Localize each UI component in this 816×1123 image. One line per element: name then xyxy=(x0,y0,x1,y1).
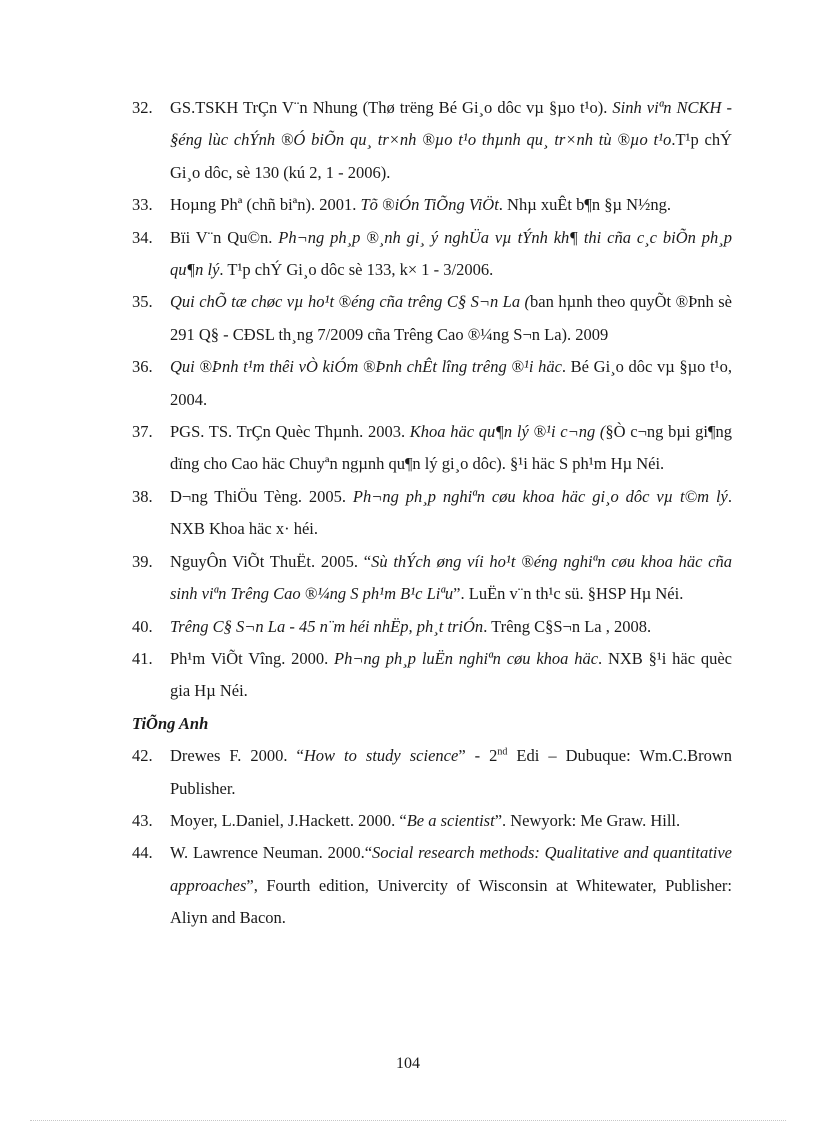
reference-title: Qui ®Þnh t¹m thêi vÒ kiÓm ®Þnh chÊt lîng trêng ®¹i häc xyxy=(170,357,562,377)
reference-number: 37. xyxy=(132,422,153,442)
reference-number: 39. xyxy=(132,551,153,571)
reference-item xyxy=(132,546,732,611)
reference-text xyxy=(170,222,732,287)
reference-item xyxy=(132,611,732,643)
vietnamese-references xyxy=(132,92,732,708)
reference-segment: ban hµnh theo quyÕt ®Þnh sè 291 Q§ - CĐSL th¸ng 7/2009 cña Trêng Cao ®¼ng S¬n La). 2009 xyxy=(170,292,732,344)
reference-text xyxy=(170,611,732,643)
reference-segment: Ph¹m ViÕt Vîng. 2000. xyxy=(170,648,335,668)
reference-text xyxy=(170,546,732,611)
reference-segment: .T¹p chÝ Gi¸o dôc, sè 130 (kú 2, 1 - 2006). xyxy=(170,130,733,182)
reference-segment: . Nhµ xuÊt b¶n §µ N½ng. xyxy=(498,195,672,215)
reference-segment: . Bé Gi¸o dôc vµ §µo t¹o, 2004. xyxy=(170,357,732,409)
reference-number: 38. xyxy=(132,486,153,506)
reference-item xyxy=(132,837,732,934)
reference-item xyxy=(132,481,732,546)
reference-item xyxy=(132,222,732,287)
reference-segment: Bïi V¨n Qu©n. xyxy=(170,227,279,247)
reference-title: Sinh viªn NCKH - §éng lùc chÝnh ®Ó biÕn qu¸ tr×nh ®µo t¹o thµnh qu¸ tr×nh tù ®µo t¹o xyxy=(170,98,732,150)
reference-number: 36. xyxy=(132,357,153,377)
reference-segment: . Trêng C§S¬n La , 2008. xyxy=(483,616,652,636)
reference-title: Tõ ®iÓn TiÕng ViÖt xyxy=(360,195,499,215)
reference-text xyxy=(170,805,732,837)
reference-segment: §Ò c¬ng bµi gi¶ng dïng cho Cao häc Chuyªn ngµnh qu¶n lý gi¸o dôc). §¹i häc S ph¹m Hµ Néi. xyxy=(170,422,732,474)
reference-number: 41. xyxy=(132,648,153,668)
reference-text xyxy=(170,740,732,805)
reference-segment: ”. LuËn v¨n th¹c sü. §HSP Hµ Néi. xyxy=(453,584,684,604)
reference-title: Trêng C§ S¬n La - 45 n¨m héi nhËp, ph¸t triÓn xyxy=(170,616,484,636)
reference-segment: . NXB §¹i häc quèc gia Hµ Néi. xyxy=(170,648,732,701)
reference-text xyxy=(170,643,732,708)
reference-title: Be a scientist xyxy=(406,810,495,830)
reference-item xyxy=(132,416,732,481)
reference-number: 35. xyxy=(132,292,153,312)
reference-title: Qui chÕ tæ chøc vµ ho¹t ®éng cña trêng C§ S¬n La ( xyxy=(170,292,531,312)
reference-title: Ph¬ng ph¸p luËn nghiªn cøu khoa häc xyxy=(334,648,599,668)
reference-text xyxy=(170,286,732,351)
reference-segment: NguyÔn ViÕt ThuËt. 2005. “ xyxy=(170,551,372,571)
reference-item xyxy=(132,805,732,837)
reference-segment: Moyer, L.Daniel, J.Hackett. 2000. “ xyxy=(170,810,407,830)
reference-text xyxy=(170,189,732,221)
reference-title: Social research methods: Qualitative and quantitative approaches xyxy=(170,843,733,895)
reference-title: Ph¬ng ph¸p ®¸nh gi¸ ý nghÜa vµ tÝnh kh¶ thi cña c¸c biÕn ph¸p qu¶n lý xyxy=(170,227,732,280)
reference-item xyxy=(132,189,732,221)
reference-segment: . T¹p chÝ Gi¸o dôc sè 133, k× 1 - 3/2006. xyxy=(219,260,494,280)
reference-text xyxy=(170,837,732,934)
reference-text xyxy=(170,416,732,481)
reference-segment: Edi – Dubuque: Wm.C.Brown Publisher. xyxy=(170,746,732,798)
reference-segment: PGS. TS. TrÇn Quèc Thµnh. 2003. xyxy=(170,422,410,442)
reference-number: 40. xyxy=(132,616,153,636)
reference-number: 43. xyxy=(132,810,153,830)
reference-item xyxy=(132,286,732,351)
reference-segment: ”, Fourth edition, Univercity of Wisconsin at Whitewater, Publisher: Aliyn and Bacon. xyxy=(170,875,732,928)
reference-title: Ph¬ng ph¸p nghiªn cøu khoa häc gi¸o dôc vµ t©m lý xyxy=(352,486,728,506)
reference-title: Sù thÝch øng víi ho¹t ®éng nghiªn cøu khoa häc cña sinh viªn Trêng Cao ®¼ng S ph¹m B¹c Liªu xyxy=(170,551,732,604)
reference-item xyxy=(132,740,732,805)
reference-segment: . NXB Khoa häc x· héi. xyxy=(170,486,733,539)
reference-text xyxy=(170,481,732,546)
reference-segment: Hoµng Phª (chñ biªn). 2001. xyxy=(170,195,361,215)
section-heading-english: TiÕng Anh xyxy=(132,713,209,733)
reference-segment: ”. Newyork: Me Graw. Hill. xyxy=(494,810,681,830)
reference-segment: Drewes F. 2000. “ xyxy=(170,746,304,766)
reference-segment: ” - 2 xyxy=(458,746,498,766)
reference-number: 34. xyxy=(132,227,153,247)
reference-number: 33. xyxy=(132,195,153,215)
reference-item xyxy=(132,351,732,416)
reference-segment: nd xyxy=(497,746,508,758)
reference-segment: W. Lawrence Neuman. 2000.“ xyxy=(170,843,373,863)
page-bottom-divider xyxy=(30,1120,786,1121)
reference-list xyxy=(132,92,732,935)
reference-number: 44. xyxy=(132,843,153,863)
reference-number: 32. xyxy=(132,98,153,117)
reference-text xyxy=(170,92,732,189)
page-number: 104 xyxy=(396,1055,420,1072)
english-references xyxy=(132,740,732,934)
reference-title: Khoa häc qu¶n lý ®¹i c¬ng ( xyxy=(409,422,606,442)
reference-segment: D¬ng ThiÖu Tèng. 2005. xyxy=(170,486,353,506)
reference-number: 42. xyxy=(132,746,153,766)
reference-title: How to study science xyxy=(303,746,459,766)
reference-item xyxy=(132,92,732,189)
reference-text xyxy=(170,351,732,416)
reference-item xyxy=(132,643,732,708)
reference-segment: GS.TSKH TrÇn V¨n Nhung (Thø trëng Bé Gi¸o dôc vµ §µo t¹o). xyxy=(170,98,613,117)
